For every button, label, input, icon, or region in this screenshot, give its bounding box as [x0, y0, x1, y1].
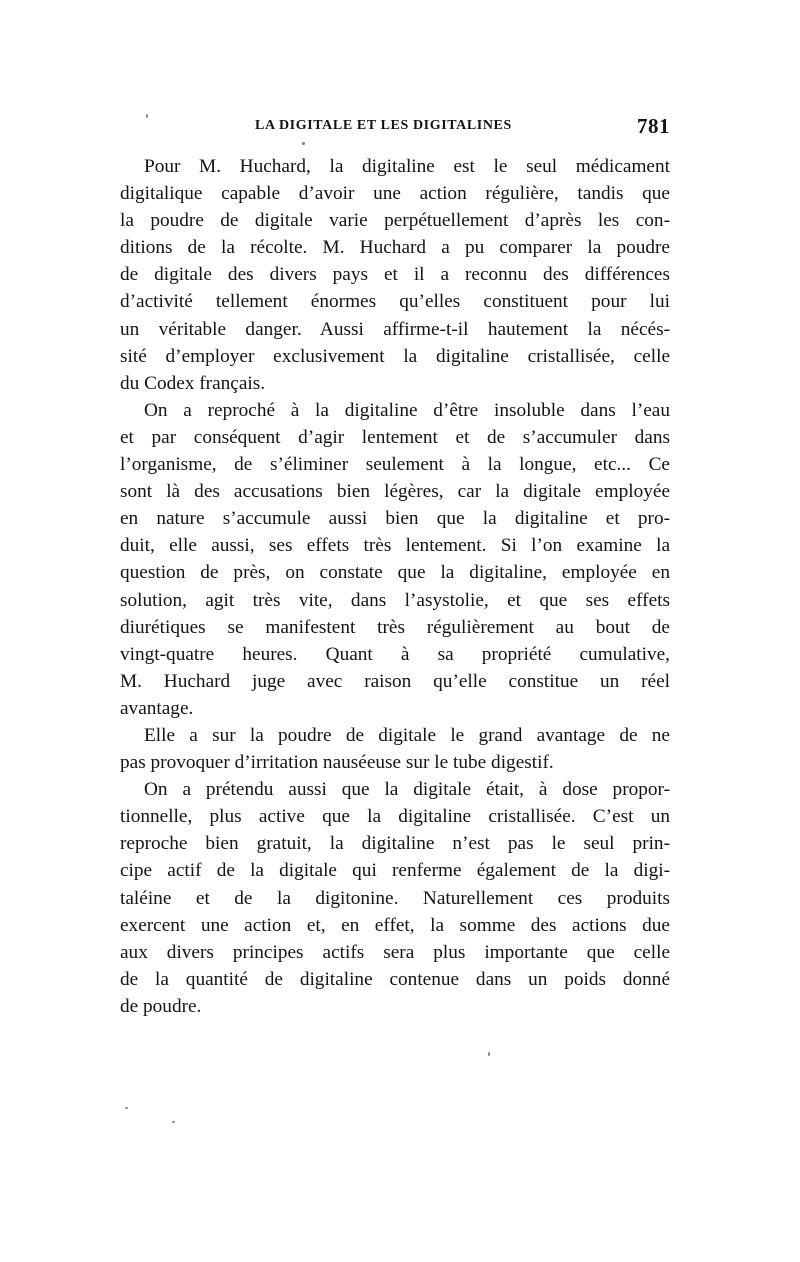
text-line: reproche bien gratuit, la digitaline n’est pas le seul prin- — [120, 833, 670, 855]
print-speck — [146, 114, 148, 118]
text-line: taléine et de la digitonine. Naturellement ces produits — [120, 887, 670, 909]
text-line: sont là des accusations bien légères, car la digitale employée — [120, 481, 670, 503]
paragraph-1 — [120, 153, 670, 397]
text-line: duit, elle aussi, ses effets très lentement. Si l’on examine la — [120, 535, 670, 557]
text-line: du Codex français. — [120, 372, 266, 394]
print-speck — [125, 1107, 128, 1109]
text-line: diurétiques se manifestent très régulièrement au bout de — [120, 616, 670, 638]
text-line: cipe actif de la digitale qui renferme également de la digi- — [120, 860, 670, 882]
text-line: On a prétendu aussi que la digitale était, à dose propor- — [144, 779, 670, 801]
text-line: la poudre de digitale varie perpétuellement d’après les con- — [120, 210, 670, 232]
text-line: de poudre. — [120, 995, 202, 1017]
print-speck — [172, 1121, 175, 1123]
running-title: LA DIGITALE ET LES DIGITALINES — [255, 118, 512, 133]
print-speck — [302, 142, 305, 145]
paragraph-3 — [120, 722, 670, 776]
text-line: pas provoquer d’irritation nauséeuse sur le tube digestif. — [120, 752, 554, 774]
paragraph-2 — [120, 397, 670, 722]
text-line: vingt-quatre heures. Quant à sa propriété cumulative, — [120, 643, 670, 665]
running-header — [120, 116, 670, 140]
text-line: et par conséquent d’agir lentement et de s’accumuler dans — [120, 426, 670, 448]
text-line: l’organisme, de s’éliminer seulement à la longue, etc... Ce — [120, 454, 670, 476]
text-line: avantage. — [120, 697, 194, 719]
text-line: tionnelle, plus active que la digitaline cristallisée. C’est un — [120, 806, 670, 828]
text-line: solution, agit très vite, dans l’asystolie, et que ses effets — [120, 589, 670, 611]
text-line: M. Huchard juge avec raison qu’elle constitue un réel — [120, 670, 670, 692]
text-line: un véritable danger. Aussi affirme-t-il hautement la nécés- — [120, 318, 670, 340]
text-line: digitalique capable d’avoir une action régulière, tandis que — [120, 183, 670, 205]
text-line: Pour M. Huchard, la digitaline est le seul médicament — [144, 156, 670, 177]
text-line: en nature s’accumule aussi bien que la digitaline et pro- — [120, 508, 670, 530]
text-line: de la quantité de digitaline contenue dans un poids donné — [120, 968, 670, 990]
text-line: sité d’employer exclusivement la digitaline cristallisée, celle — [120, 345, 670, 367]
text-line: ditions de la récolte. M. Huchard a pu comparer la poudre — [120, 237, 670, 259]
text-line: Elle a sur la poudre de digitale le grand avantage de ne — [144, 724, 670, 746]
text-line: d’activité tellement énormes qu’elles constituent pour lui — [120, 291, 670, 313]
text-line: question de près, on constate que la digitaline, employée en — [120, 562, 670, 584]
body-text — [120, 153, 670, 1020]
print-speck — [488, 1052, 490, 1056]
text-line: de digitale des divers pays et il a reconnu des différences — [120, 264, 670, 286]
text-line: aux divers principes actifs sera plus importante que celle — [120, 941, 670, 963]
text-line: On a reproché à la digitaline d’être insoluble dans l’eau — [144, 399, 670, 421]
text-line: exercent une action et, en effet, la somme des actions due — [120, 914, 670, 936]
paragraph-4 — [120, 776, 670, 1020]
page-number: 781 — [637, 114, 670, 138]
